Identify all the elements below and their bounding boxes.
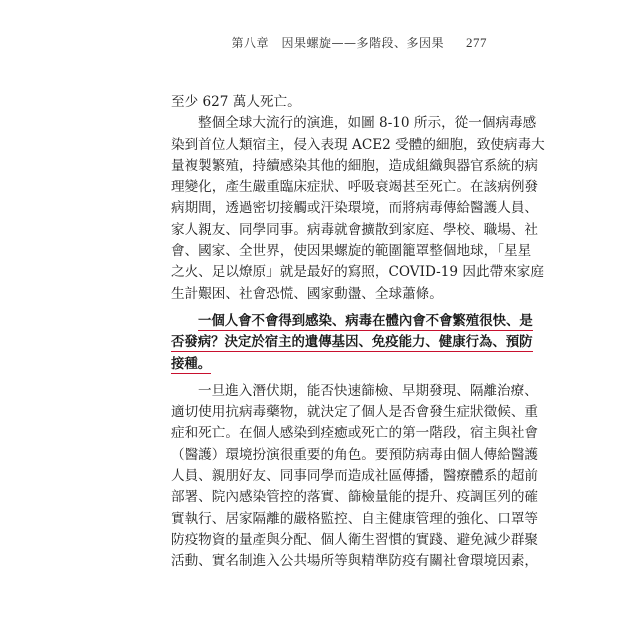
paragraph-start: 一旦進入潛伏期，能否快速篩檢、早期發現、隔離治療、 <box>198 382 538 399</box>
emphasis-line <box>171 311 533 332</box>
paragraph-start: 整個全球大流行的演進，如圖 8-10 所示，從一個病毒感 <box>198 115 537 132</box>
text-line: 適切使用抗病毒藥物，就決定了個人是否會發生症狀徵候、重 <box>171 404 539 421</box>
text-line: 染到首位人類宿主，侵入表現 ACE2 受體的細胞，致使病毒大 <box>171 136 545 153</box>
emphasis-underline-text: 接種。 <box>171 356 212 372</box>
text-line: 會、國家、全世界，使因果螺旋的範圍籠罩整個地球，「星星 <box>171 243 532 260</box>
emphasis-underline-text: 一個人會不會得到感染、病毒在體內會不會繁殖很快、是 <box>198 313 533 329</box>
chapter-title: 第八章 因果螺旋——多階段、多因果 <box>231 36 444 50</box>
body-text <box>171 92 545 573</box>
emphasis-line <box>171 354 489 375</box>
text-line: 部署、院內感染管控的落實、篩檢量能的提升、疫調匡列的確 <box>171 489 539 506</box>
text-line: 量複製繁殖，持續感染其他的細胞，造成組織與器官系統的病 <box>171 157 539 174</box>
page-number: 277 <box>466 35 487 50</box>
text-line: （醫護）環境扮演很重要的角色。要預防病毒由個人傳給醫護 <box>171 446 539 463</box>
emphasis-paragraph <box>171 311 533 375</box>
text-line: 症和死亡。在個人感染到痊癒或死亡的第一階段，宿主與社會 <box>171 425 539 442</box>
text-line: 至少 627 萬人死亡。 <box>171 94 301 110</box>
text-line: 生計艱困、社會恐慌、國家動盪、全球蕭條。 <box>171 285 443 302</box>
emphasis-underline-text: 否發病？決定於宿主的遺傳基因、免疫能力、健康行為、預防 <box>171 335 533 351</box>
text-line: 活動、實名制進入公共場所等與精準防疫有關社會環境因素， <box>171 553 539 570</box>
running-header <box>231 34 487 51</box>
text-line: 家人親友、同學同事。病毒就會擴散到家庭、學校、職場、社 <box>171 221 539 238</box>
text-line: 人員、親朋好友、同事同學而造成社區傳播，醫療體系的超前 <box>171 468 539 485</box>
text-line: 之火、足以燎原」就是最好的寫照，COVID-19 因此帶來家庭 <box>171 264 544 281</box>
text-line: 實執行、居家隔離的嚴格監控、自主健康管理的強化、口罩等 <box>171 510 539 527</box>
text-line: 防疫物資的量產與分配、個人衛生習慣的實踐、避免減少群聚 <box>171 531 539 548</box>
text-line: 理變化，產生嚴重臨床症狀、呼吸衰竭甚至死亡。在該病例發 <box>171 179 539 196</box>
text-line: 病期間，透過密切接觸或汗染環境，而將病毒傳給醫護人員、 <box>171 200 539 217</box>
emphasis-line <box>171 332 533 353</box>
